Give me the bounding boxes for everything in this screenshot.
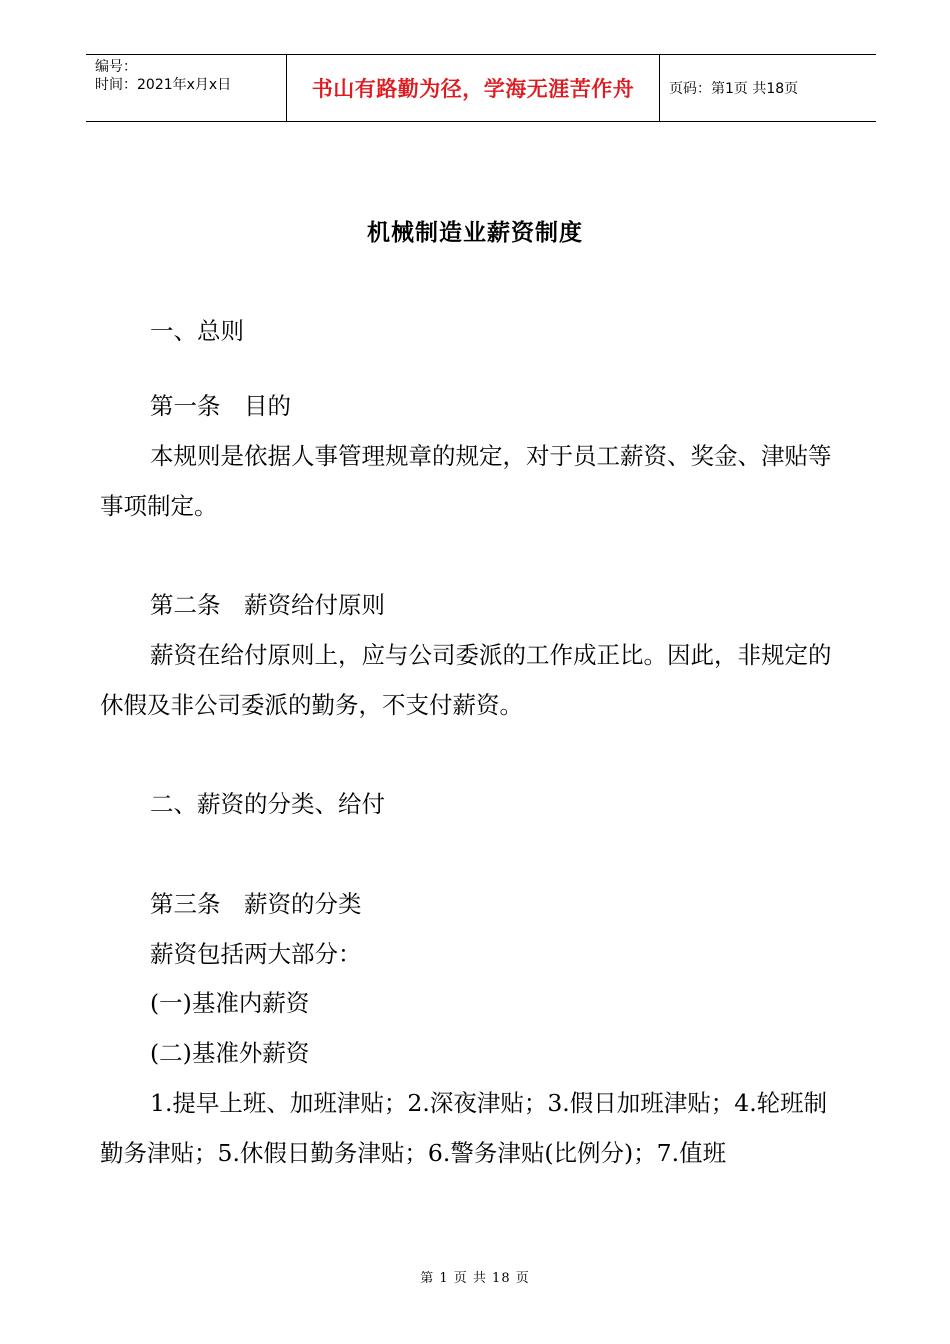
article-2-heading: 第二条 薪资给付原则 [150, 591, 385, 619]
article-3-heading: 第三条 薪资的分类 [150, 890, 362, 918]
list-item-base-salary: (一)基准内薪资 [150, 989, 310, 1017]
allowance-list-text: 1.提早上班、加班津贴；2.深夜津贴；3.假日加班津贴；4.轮班制勤务津贴；5.休假日勤务津贴；6.警务津贴(比例分)；7.值班 [100, 1089, 828, 1167]
section-heading-general: 一、总则 [150, 317, 244, 345]
header-motto: 书山有路勤为径，学海无涯苦作舟 [311, 77, 635, 101]
document-time-label: 时间：2021年x月x日 [95, 77, 232, 93]
header-motto-cell [287, 55, 660, 121]
document-title: 机械制造业薪资制度 [367, 220, 583, 246]
article-1-text: 本规则是依据人事管理规章的规定，对于员工薪资、奖金、津贴等事项制定。 [100, 442, 832, 520]
article-1-heading: 第一条 目的 [150, 392, 291, 420]
header-meta [86, 55, 287, 121]
page-header [86, 54, 876, 122]
header-page-info: 页码：第1页 共18页 [669, 81, 799, 97]
list-item-extra-salary: (二)基准外薪资 [150, 1039, 310, 1067]
article-2-text: 薪资在给付原则上，应与公司委派的工作成正比。因此，非规定的休假及非公司委派的勤务，不支付薪资。 [100, 641, 832, 719]
header-page-info-cell [660, 55, 876, 121]
document-number-label: 编号： [95, 59, 137, 75]
section-heading-salary-classification: 二、薪资的分类、给付 [150, 790, 385, 818]
article-3-intro: 薪资包括两大部分： [150, 940, 362, 968]
page-footer: 第 1 页 共 18 页 [420, 1271, 530, 1286]
